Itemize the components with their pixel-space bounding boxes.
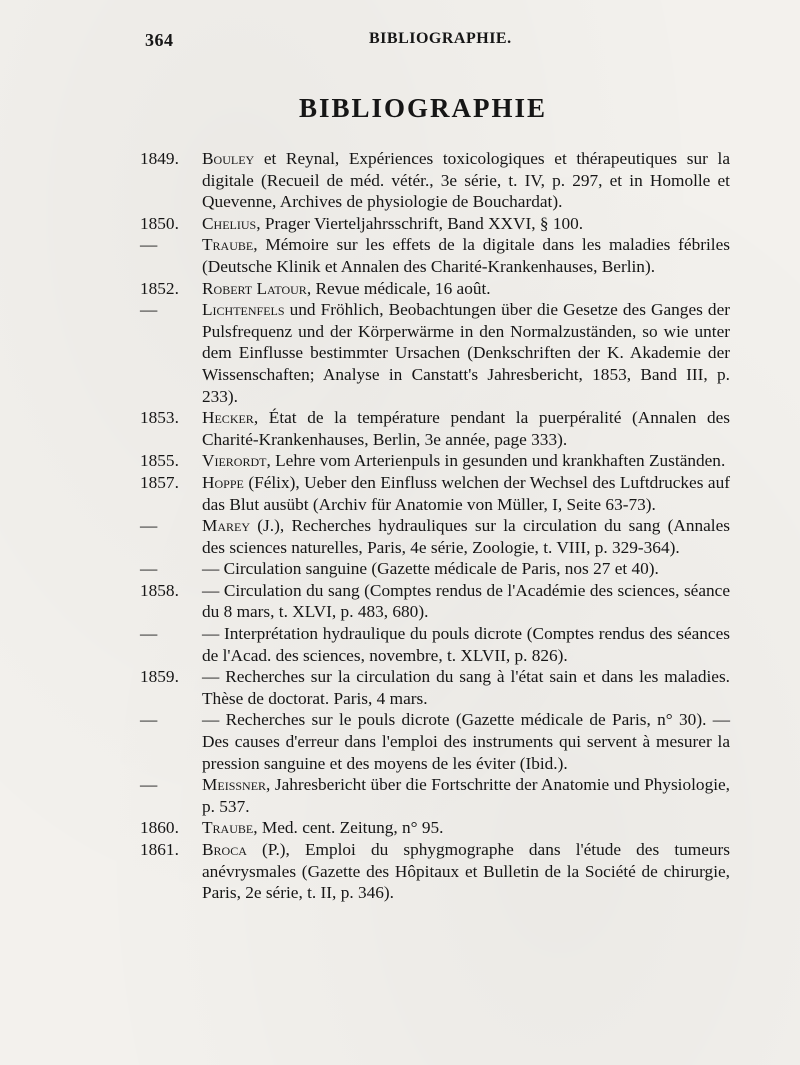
entry-text: , Prager Vierteljahrsschrift, Band XXVI, § 100.: [256, 213, 584, 233]
entry-author: Traube: [202, 235, 254, 255]
bibliography-entry: [140, 234, 730, 277]
bibliography-entry: [140, 472, 730, 515]
entry-year: —: [140, 300, 158, 320]
entry-year: 1850.: [140, 213, 179, 233]
entry-year: —: [140, 559, 158, 579]
entry-year: 1861.: [140, 840, 179, 859]
bibliography-entry: [140, 213, 730, 235]
bibliography-entry: [140, 450, 730, 472]
entry-year: 1857.: [140, 472, 179, 492]
entry-year: 1852.: [140, 278, 179, 298]
entry-text: , Med. cent. Zeitung, n° 95.: [253, 818, 444, 838]
entry-author: —: [202, 624, 220, 644]
entry-year: 1853.: [140, 408, 179, 428]
entry-text: , Mémoire sur les effets de la digitale dans les maladies fébriles (Deutsche Klinik et Annalen des Charité-Krankenhauses, Berlin).: [202, 235, 730, 276]
bibliography-entry: [140, 774, 730, 817]
entry-author: —: [202, 580, 220, 600]
entry-author: Hoppe: [202, 472, 244, 492]
entry-text: , Revue médicale, 16 août.: [306, 278, 491, 298]
entry-year: 1849.: [140, 149, 179, 168]
bibliography-entry: [140, 709, 730, 774]
entry-text: Circulation du sang (Comptes rendus de l'Académie des sciences, séance du 8 mars, t. XLVI, p. 483, 680).: [202, 580, 730, 622]
entry-author: Traube: [202, 818, 254, 838]
entry-author: Chelius: [202, 213, 257, 233]
entry-author: Hecker: [202, 408, 254, 428]
entry-author: —: [202, 559, 220, 579]
entry-year: —: [140, 235, 158, 255]
entry-year: 1860.: [140, 818, 179, 838]
entry-text: , Jahresbericht über die Fortschritte der Anatomie und Physiologie, p. 537.: [202, 775, 730, 816]
page-number: 364: [145, 30, 174, 50]
bibliography-entry: [140, 515, 730, 558]
entry-year: 1855.: [140, 451, 179, 471]
entry-year: 1858.: [140, 580, 179, 600]
entry-text: , Lehre vom Arterienpuls in gesunden und krankhaften Zuständen.: [266, 451, 726, 471]
entry-author: Meissner: [202, 775, 267, 795]
entry-year: 1859.: [140, 667, 179, 687]
entry-text: , État de la température pendant la puerpéralité (Annalen des Charité-Krankenhauses, Berlin, 3e année, page 333).: [202, 408, 730, 449]
entry-text: (Félix), Ueber den Einfluss welchen der Wechsel des Luftdruckes auf das Blut ausübt (Archiv für Anatomie von Müller, I, Seite 63-73).: [202, 472, 730, 514]
bibliography-entry: [140, 278, 730, 300]
entry-year: —: [140, 624, 158, 644]
running-head: [145, 30, 685, 54]
entry-text: et Reynal, Expériences toxicologiques et thérapeutiques sur la digitale (Recueil de méd. vétér., 3e série, t. IV, p. 297, et in Homolle et Quevenne, Archives de physiologie de Bouchardat).: [202, 149, 730, 212]
entry-author: Bouley: [202, 149, 255, 168]
entry-author: Broca: [202, 840, 247, 859]
bibliography-entry: [140, 623, 730, 666]
entry-author: —: [202, 710, 220, 730]
bibliography-entry: [140, 839, 730, 904]
bibliography-entry: [140, 580, 730, 623]
entry-text: Circulation sanguine (Gazette médicale de Paris, nos 27 et 40).: [219, 559, 659, 579]
entry-text: Interprétation hydraulique du pouls dicrote (Comptes rendus des séances de l'Acad. des sciences, novembre, t. XLVII, p. 826).: [202, 624, 730, 665]
entry-author: Marey: [202, 516, 251, 536]
section-title: BIBLIOGRAPHIE: [298, 93, 548, 123]
entry-text: Recherches sur le pouls dicrote (Gazette médicale de Paris, n° 30). — Des causes d'erreur dans l'emploi des instruments qui servent à mesurer la pression sanguine et des moyens de les éviter (Ibid.).: [202, 710, 730, 773]
bibliography-list: [140, 148, 730, 904]
bibliography-entry: [140, 407, 730, 450]
entry-author: —: [202, 667, 220, 687]
entry-year: —: [140, 775, 158, 795]
entry-author: Lichtenfels: [202, 300, 285, 320]
entry-text: (J.), Recherches hydrauliques sur la circulation du sang (Annales des sciences naturelles, Paris, 4e série, Zoologie, t. VIII, p. 329-364).: [202, 516, 730, 557]
entry-text: Recherches sur la circulation du sang à l'état sain et dans les maladies. Thèse de doctorat. Paris, 4 mars.: [202, 667, 730, 708]
bibliography-entry: [140, 817, 730, 839]
running-title: BIBLIOGRAPHIE.: [369, 30, 512, 47]
bibliography-entry: [140, 148, 730, 213]
entry-author: Robert Latour: [202, 278, 307, 298]
bibliography-entry: [140, 299, 730, 407]
entry-year: —: [140, 516, 158, 536]
bibliography-entry: [140, 666, 730, 709]
bibliography-entry: [140, 558, 730, 580]
entry-author: Vierordt: [202, 451, 267, 471]
entry-text: (P.), Emploi du sphygmographe dans l'étude des tumeurs anévrysmales (Gazette des Hôpitaux et Bulletin de la Société de chirurgie, Paris, 2e série, t. II, p. 346).: [202, 840, 730, 903]
entry-text: und Fröhlich, Beobachtungen über die Gesetze des Ganges der Pulsfrequenz und der Körperwärme in den Normalzuständen, so wie unter dem Einflusse bestimmter Ursachen (Denkschriften der K. Akademie der Wissenschaften; Analyse in Canstatt's Jahresbericht, 1853, Band III, p. 233).: [202, 300, 730, 406]
entry-year: —: [140, 710, 158, 730]
